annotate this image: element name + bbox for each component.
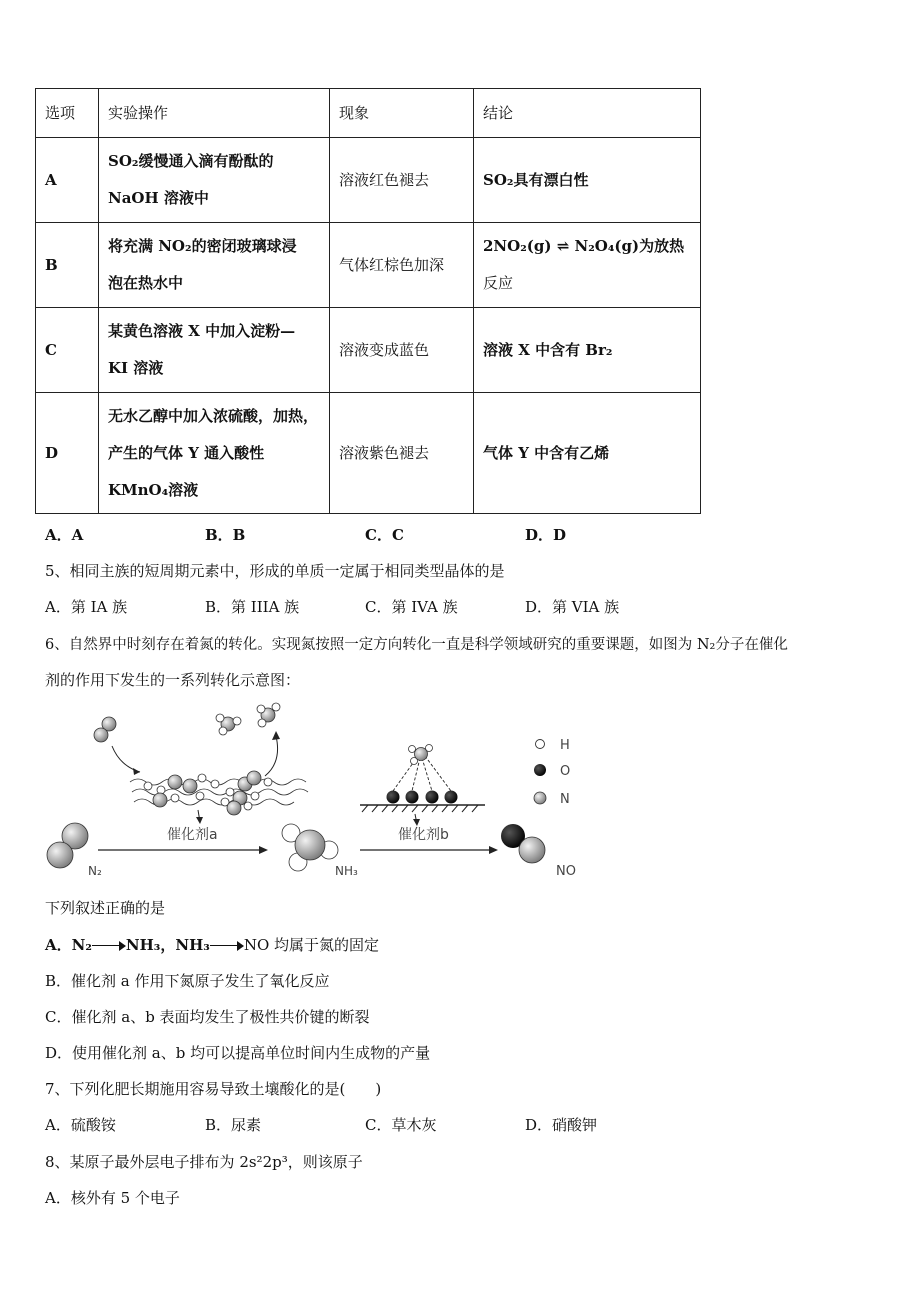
op-line: 某黄色溶液 X 中加入淀粉— [108, 322, 296, 340]
concl-line: 2NO₂(g) ⇌ N₂O₄(g)为放热 [483, 237, 685, 255]
q6-option-a-suffix: NO 均属于氮的固定 [243, 936, 380, 954]
q6-option-b: B．催化剂 a 作用下氮原子发生了氧化反应 [45, 972, 330, 990]
q6-option-a-prefix: A．N₂ [45, 936, 92, 954]
q7-stem: 7、下列化肥长期施用容易导致土壤酸化的是( ) [45, 1080, 382, 1098]
header-phenomenon: 现象 [330, 89, 474, 138]
catalyst-b-label: 催化剂b [398, 827, 449, 843]
table-header-row [36, 89, 701, 138]
legend-n: N [560, 792, 570, 807]
header-operation: 实验操作 [99, 89, 330, 138]
catalyst-b-surface [360, 745, 485, 813]
row-phenomenon: 溶液紫色褪去 [330, 393, 474, 514]
experiment-table [35, 88, 701, 514]
row-phenomenon: 溶液红色褪去 [330, 138, 474, 223]
row-phenomenon: 气体红棕色加深 [330, 223, 474, 308]
q6-option-c: C．催化剂 a、b 表面均发生了极性共价键的断裂 [45, 1008, 370, 1026]
q4-option-a: A．A [45, 526, 84, 544]
q6-stem-line2: 剂的作用下发生的一系列转化示意图： [45, 671, 301, 689]
row-option: D [36, 393, 99, 514]
adsorbed-atoms [144, 771, 272, 815]
q7-option-d: D．硝酸钾 [525, 1116, 598, 1134]
table-row [36, 138, 701, 223]
no-label: NO [556, 864, 576, 879]
op-line: 无水乙醇中加入浓硫酸，加热， [108, 406, 319, 425]
arrow-icon [210, 941, 244, 951]
q5-option-c: C．第 IVA 族 [365, 598, 458, 616]
header-option: 选项 [36, 89, 99, 138]
op-line: KMnO₄溶液 [108, 480, 199, 499]
nh3-molecules-desorbed [216, 703, 280, 735]
q7-option-a: A．硫酸铵 [45, 1116, 116, 1134]
desorb-arrow [265, 736, 278, 776]
row-conclusion [474, 138, 701, 223]
q5-option-b: B．第 IIIA 族 [205, 598, 300, 616]
op-line: 泡在热水中 [108, 274, 184, 292]
op-line: 将充满 NO₂的密闭玻璃球浸 [108, 237, 297, 255]
concl-line: 反应 [483, 274, 514, 292]
n2-molecule [47, 823, 88, 868]
op-line: NaOH 溶液中 [108, 189, 209, 207]
row-option: B [36, 223, 99, 308]
concl-line: 溶液 X 中含有 Br₂ [483, 340, 613, 359]
legend-h: H [560, 738, 570, 753]
q6-stem-line1: 6、自然界中时刻存在着氮的转化。实现氮按照一定方向转化一直是科学领域研究的重要课题，如图为 N₂分子在催化 [45, 637, 788, 653]
q4-option-c: C．C [365, 526, 404, 544]
row-option: A [36, 138, 99, 223]
row-operation [99, 138, 330, 223]
q5-stem: 5、相同主族的短周期元素中，形成的单质一定属于相同类型晶体的是 [45, 562, 505, 580]
n2-molecule-incoming [94, 717, 116, 742]
row-conclusion [474, 308, 701, 393]
q7-option-c: C．草木灰 [365, 1116, 437, 1134]
row-operation [99, 223, 330, 308]
nh3-label: NH₃ [335, 864, 358, 878]
adsorb-arrow [112, 746, 140, 772]
catalyst-a-label: 催化剂a [167, 827, 218, 843]
q8-option-a: A．核外有 5 个电子 [45, 1189, 180, 1207]
q5-option-d: D．第 VIA 族 [525, 598, 620, 616]
q4-option-b: B．B [205, 526, 246, 544]
n2-label: N₂ [88, 864, 102, 878]
row-option: C [36, 308, 99, 393]
q6-option-a [45, 934, 379, 955]
op-line: 产生的气体 Y 通入酸性 [108, 443, 265, 462]
q7-option-b: B．尿素 [205, 1116, 262, 1134]
row-operation [99, 393, 330, 514]
op-line: KI 溶液 [108, 359, 164, 377]
concl-line: SO₂具有漂白性 [483, 170, 589, 189]
legend [534, 738, 570, 807]
legend-o: O [560, 764, 571, 779]
row-conclusion [474, 223, 701, 308]
table-row [36, 393, 701, 514]
concl-line: 气体 Y 中含有乙烯 [483, 443, 610, 462]
row-operation [99, 308, 330, 393]
q6-option-a-mid: NH₃，NH₃ [125, 936, 210, 954]
table-row [36, 308, 701, 393]
q4-option-d: D．D [525, 526, 567, 544]
q6-option-d: D．使用催化剂 a、b 均可以提高单位时间内生成物的产量 [45, 1044, 431, 1062]
op-line: SO₂缓慢通入滴有酚酞的 [108, 152, 274, 170]
arrow-icon [92, 941, 126, 951]
q5-option-a: A．第 IA 族 [45, 598, 128, 616]
row-phenomenon: 溶液变成蓝色 [330, 308, 474, 393]
row-conclusion [474, 393, 701, 514]
nitrogen-conversion-figure [40, 698, 600, 888]
q6-prompt: 下列叙述正确的是 [45, 899, 166, 917]
nh3-molecule [282, 824, 338, 871]
header-conclusion: 结论 [474, 89, 701, 138]
q8-stem: 8、某原子最外层电子排布为 2s²2p³，则该原子 [45, 1153, 363, 1171]
no-molecule [501, 824, 545, 863]
table-row [36, 223, 701, 308]
